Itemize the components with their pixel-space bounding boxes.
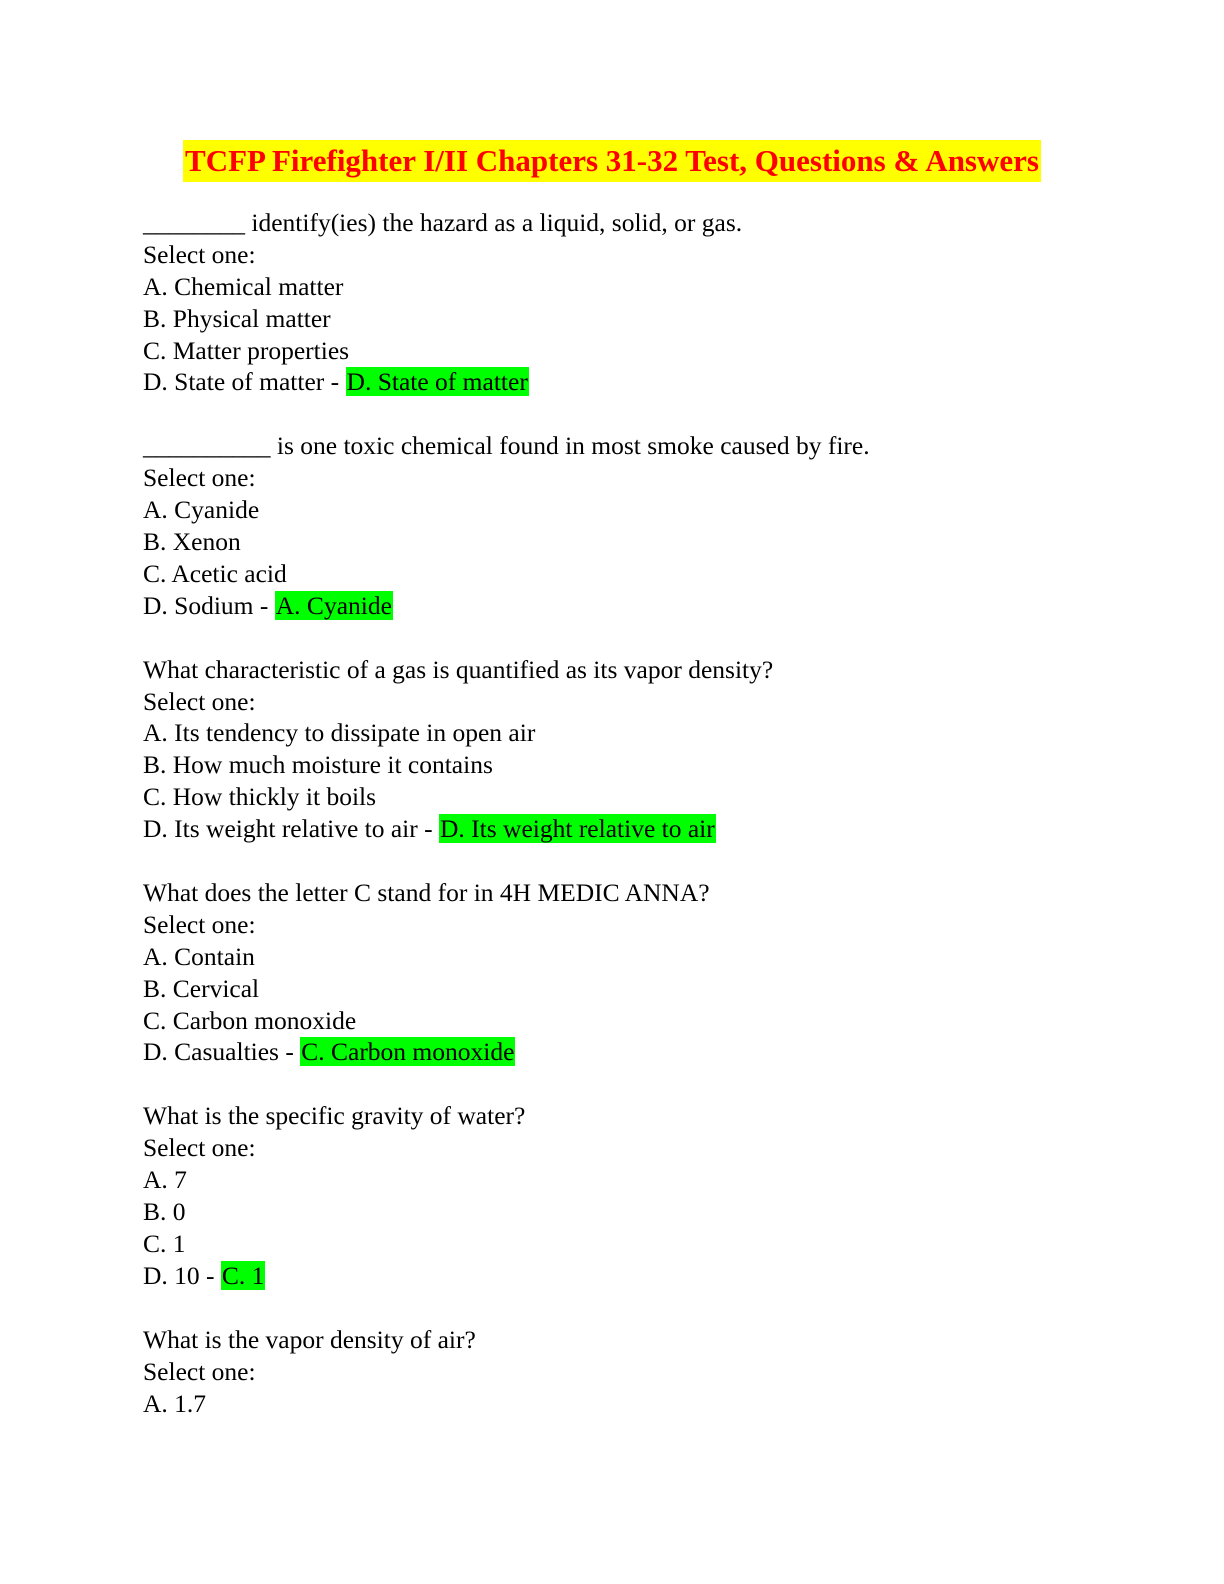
option-b: B. Physical matter [143, 303, 331, 333]
select-instruction: Select one: [143, 1133, 256, 1163]
option-a: A. Contain [143, 941, 255, 971]
option-b: B. Cervical [143, 973, 260, 1003]
option-a: A. Its tendency to dissipate in open air [143, 718, 536, 748]
option-d-line [143, 366, 1143, 398]
option-d: D. Its weight relative to air - [143, 814, 439, 844]
title-wrap [0, 140, 1224, 182]
question-2 [143, 430, 1143, 621]
option-d-line [143, 813, 1143, 845]
select-instruction: Select one: [143, 463, 256, 493]
option-a: A. Chemical matter [143, 271, 344, 301]
select-instruction: Select one: [143, 686, 256, 716]
option-d-line [143, 1260, 1143, 1292]
answer-highlight: A. Cyanide [275, 590, 392, 620]
answer-highlight: C. 1 [221, 1260, 265, 1290]
question-3 [143, 654, 1143, 845]
answer-highlight: C. Carbon monoxide [301, 1037, 515, 1067]
option-c: C. Carbon monoxide [143, 1005, 357, 1035]
option-d: D. Sodium - [143, 590, 275, 620]
option-c: C. How thickly it boils [143, 782, 377, 812]
question-4 [143, 877, 1143, 1068]
answer-highlight: D. Its weight relative to air [440, 814, 715, 844]
question-prompt: What is the vapor density of air? [143, 1324, 476, 1354]
select-instruction: Select one: [143, 239, 256, 269]
option-c: C. Matter properties [143, 335, 350, 365]
option-a: A. Cyanide [143, 495, 260, 525]
option-c: C. 1 [143, 1228, 186, 1258]
option-b: B. How much moisture it contains [143, 750, 493, 780]
question-prompt: What does the letter C stand for in 4H MEDIC ANNA? [143, 878, 710, 908]
answer-highlight: D. State of matter [346, 367, 528, 397]
option-b: B. Xenon [143, 527, 241, 557]
option-d: D. Casualties - [143, 1037, 301, 1067]
question-prompt: What is the specific gravity of water? [143, 1101, 526, 1131]
question-6 [143, 1324, 1143, 1420]
question-prompt: ________ identify(ies) the hazard as a liquid, solid, or gas. [143, 208, 743, 237]
select-instruction: Select one: [143, 909, 256, 939]
question-list [143, 207, 1143, 1451]
select-instruction: Select one: [143, 1356, 256, 1386]
option-d-line [143, 590, 1143, 622]
option-a: A. 7 [143, 1165, 187, 1195]
option-a: A. 1.7 [143, 1388, 207, 1418]
question-prompt: __________ is one toxic chemical found in most smoke caused by fire. [143, 431, 870, 461]
option-d: D. 10 - [143, 1260, 221, 1290]
question-1 [143, 207, 1143, 398]
option-d: D. State of matter - [143, 367, 346, 397]
option-c: C. Acetic acid [143, 558, 287, 588]
page-title: TCFP Firefighter I/II Chapters 31-32 Test, Questions & Answers [183, 140, 1041, 182]
question-prompt: What characteristic of a gas is quantified as its vapor density? [143, 654, 774, 684]
option-b: B. 0 [143, 1197, 186, 1227]
question-5 [143, 1100, 1143, 1291]
option-d-line [143, 1036, 1143, 1068]
